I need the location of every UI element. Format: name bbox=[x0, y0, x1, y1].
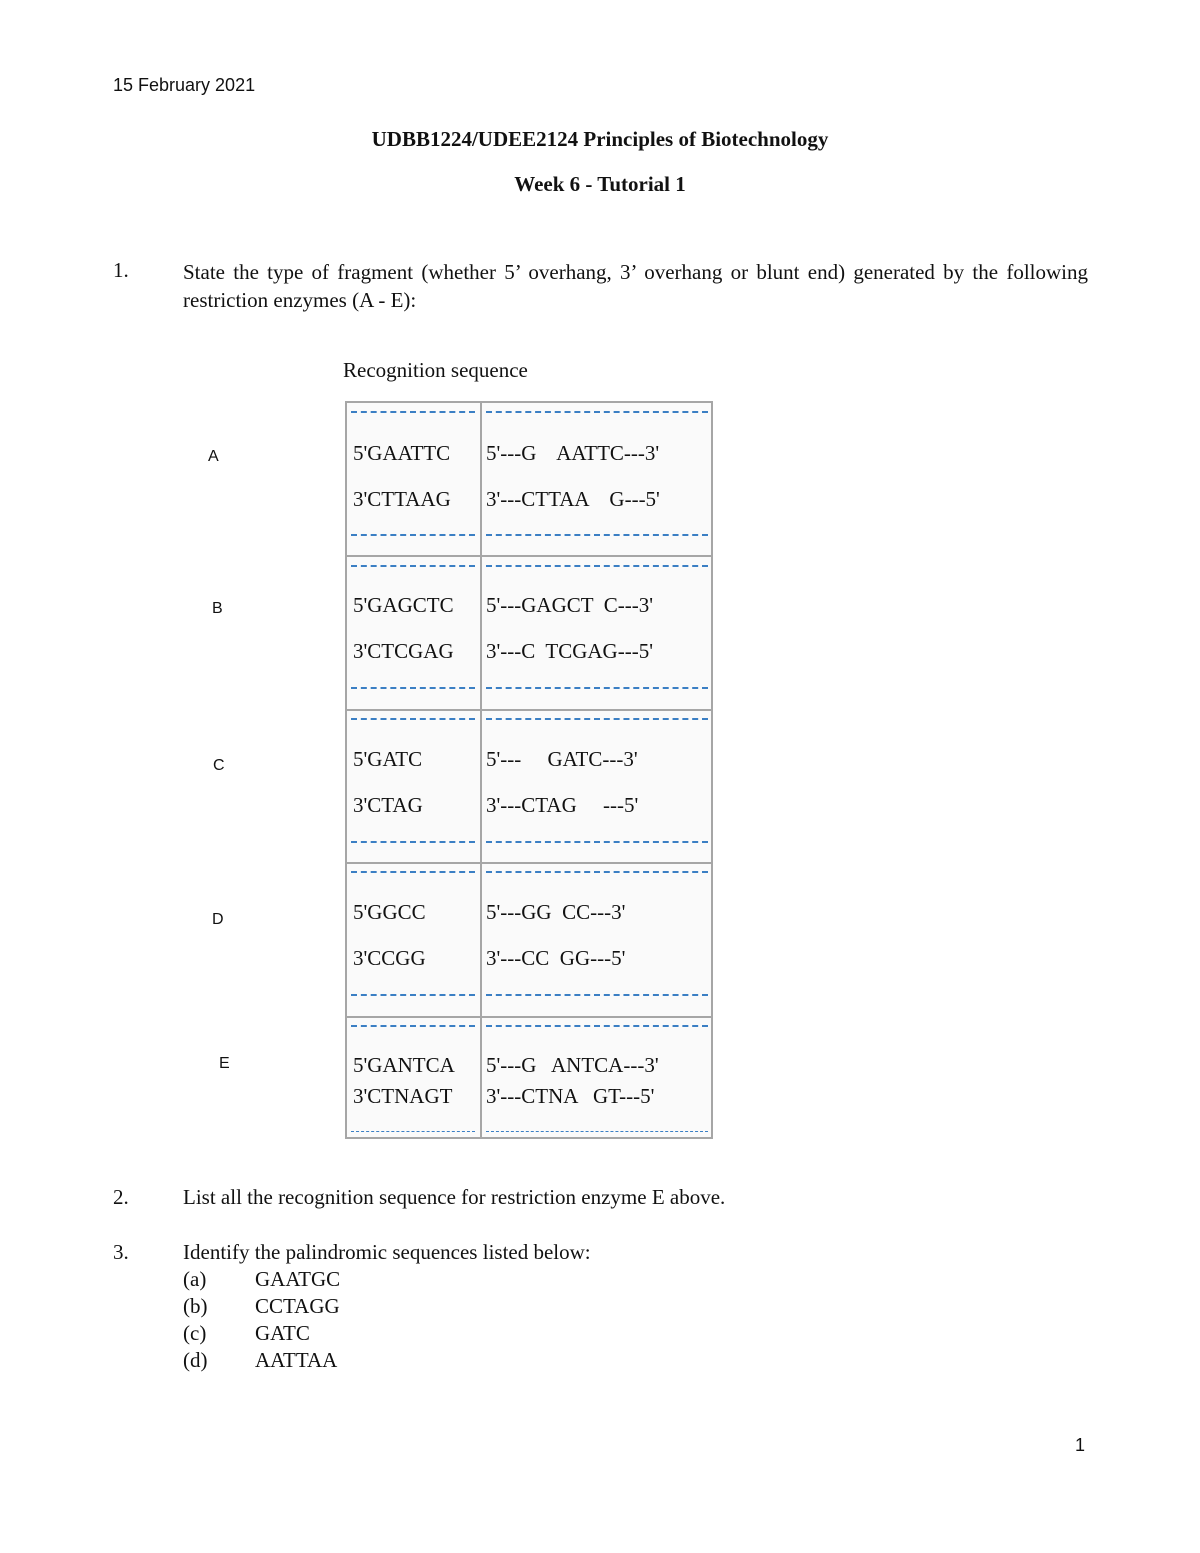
row-label-a: A bbox=[208, 448, 219, 465]
cut-d-bottom: 3'---CC GG---5' bbox=[486, 946, 626, 970]
dashed-line bbox=[351, 841, 475, 843]
option-b-value: CCTAGG bbox=[255, 1294, 340, 1318]
sequence-c-bottom: 3'CTAG bbox=[353, 793, 423, 817]
dashed-line bbox=[351, 1025, 475, 1027]
sequence-b-bottom: 3'CTCGAG bbox=[353, 639, 454, 663]
cut-d-top: 5'---GG CC---3' bbox=[486, 900, 626, 924]
dashed-line bbox=[486, 1025, 708, 1027]
dashed-line bbox=[486, 565, 708, 567]
dashed-line bbox=[351, 687, 475, 689]
row-label-c: C bbox=[213, 757, 225, 774]
question-3-number: 3. bbox=[113, 1240, 129, 1264]
question-2-text: List all the recognition sequence for restriction enzyme E above. bbox=[183, 1185, 726, 1209]
cut-b-bottom: 3'---C TCGAG---5' bbox=[486, 639, 653, 663]
dashed-line bbox=[486, 1131, 708, 1132]
option-a-label: (a) bbox=[183, 1267, 207, 1291]
dashed-line bbox=[351, 718, 475, 720]
sequence-a-bottom: 3'CTTAAG bbox=[353, 487, 451, 511]
dashed-line bbox=[351, 534, 475, 536]
sequence-d-top: 5'GGCC bbox=[353, 900, 426, 924]
sequence-a-top: 5'GAATTC bbox=[353, 441, 451, 465]
recognition-sequence-table bbox=[345, 401, 713, 1139]
row-label-d: D bbox=[212, 911, 224, 928]
question-1-number: 1. bbox=[113, 258, 129, 282]
sequence-b-top: 5'GAGCTC bbox=[353, 593, 454, 617]
dashed-line bbox=[486, 411, 708, 413]
dashed-line bbox=[351, 411, 475, 413]
table-heading: Recognition sequence bbox=[343, 358, 528, 382]
row-divider bbox=[347, 1016, 711, 1018]
dashed-line bbox=[351, 994, 475, 996]
dashed-line bbox=[486, 534, 708, 536]
column-divider bbox=[480, 403, 482, 1137]
option-c-value: GATC bbox=[255, 1321, 310, 1345]
dashed-line bbox=[486, 687, 708, 689]
cut-c-top: 5'--- GATC---3' bbox=[486, 747, 638, 771]
sequence-e-top: 5'GANTCA bbox=[353, 1053, 455, 1077]
dashed-line bbox=[486, 841, 708, 843]
option-d-label: (d) bbox=[183, 1348, 208, 1372]
sequence-d-bottom: 3'CCGG bbox=[353, 946, 426, 970]
row-label-e: E bbox=[219, 1055, 230, 1072]
cut-c-bottom: 3'---CTAG ---5' bbox=[486, 793, 639, 817]
tutorial-title: Week 6 - Tutorial 1 bbox=[514, 172, 686, 196]
question-1-text: State the type of fragment (whether 5’ overhang, 3’ overhang or blunt end) generated by the following restriction enzymes (A - E): bbox=[183, 260, 1088, 312]
cut-a-top: 5'---G AATTC---3' bbox=[486, 441, 660, 465]
dashed-line bbox=[486, 871, 708, 873]
option-a-value: GAATGC bbox=[255, 1267, 341, 1291]
cut-e-bottom: 3'---CTNA GT---5' bbox=[486, 1084, 655, 1108]
row-label-b: B bbox=[212, 600, 223, 617]
row-divider bbox=[347, 709, 711, 711]
dashed-line bbox=[351, 871, 475, 873]
sequence-c-top: 5'GATC bbox=[353, 747, 423, 771]
cut-b-top: 5'---GAGCT C---3' bbox=[486, 593, 653, 617]
question-2-number: 2. bbox=[113, 1185, 129, 1209]
page-number: 1 bbox=[1075, 1435, 1086, 1455]
cut-e-top: 5'---G ANTCA---3' bbox=[486, 1053, 659, 1077]
cut-a-bottom: 3'---CTTAA G---5' bbox=[486, 487, 660, 511]
dashed-line bbox=[351, 565, 475, 567]
dashed-line bbox=[486, 718, 708, 720]
option-c-label: (c) bbox=[183, 1321, 207, 1345]
option-d-value: AATTAA bbox=[255, 1348, 338, 1372]
dashed-line bbox=[351, 1131, 475, 1132]
option-b-label: (b) bbox=[183, 1294, 208, 1318]
row-divider bbox=[347, 555, 711, 557]
row-divider bbox=[347, 862, 711, 864]
sequence-e-bottom: 3'CTNAGT bbox=[353, 1084, 453, 1108]
document-date: 15 February 2021 bbox=[113, 75, 256, 95]
course-title: UDBB1224/UDEE2124 Principles of Biotechnology bbox=[371, 127, 829, 151]
dashed-line bbox=[486, 994, 708, 996]
question-3-text: Identify the palindromic sequences listed below: bbox=[183, 1240, 591, 1264]
